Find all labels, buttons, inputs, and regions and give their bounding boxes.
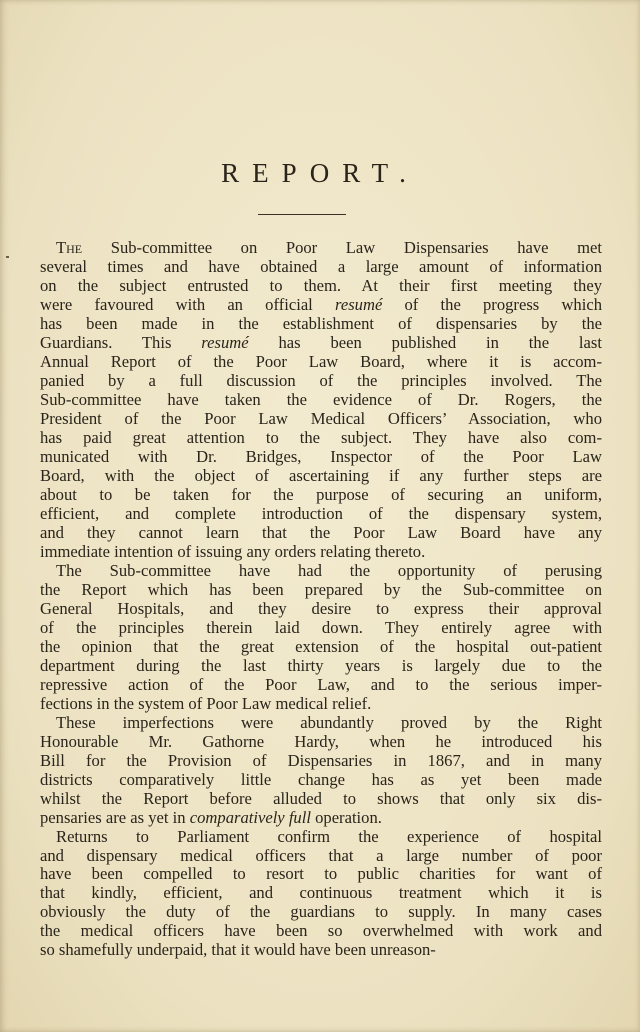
title-rule — [258, 214, 346, 215]
text-line: the medical officers have been so overwhelmed with work and — [40, 921, 602, 941]
text-line: several times and have obtained a large amount of information — [40, 256, 602, 276]
text-line: General Hospitals, and they desire to express their approval — [40, 598, 602, 618]
text-line: Honourable Mr. Gathorne Hardy, when he introduced his — [40, 731, 602, 751]
text-line: the opinion that the great extension of the hospital out-patient — [40, 636, 602, 656]
text-line: department during the last thirty years is largely due to the — [40, 655, 602, 675]
lead-word: The — [56, 238, 83, 257]
margin-mark — [6, 256, 9, 258]
text-line: on the subject entrusted to them. At their first meeting they — [40, 275, 602, 295]
text-line: whilst the Report before alluded to shows that only six dis- — [40, 788, 602, 808]
text-line — [40, 295, 602, 314]
report-body — [40, 238, 602, 959]
text-line: These imperfections were abundantly proved by the Right — [56, 712, 602, 732]
text-line: have been compelled to resort to public charities for want of — [40, 864, 602, 884]
text-line: has been made in the establishment of dispensaries by the — [40, 313, 602, 333]
text-line — [40, 808, 602, 827]
text-line: repressive action of the Poor Law, and to the serious imper- — [40, 674, 602, 694]
line-text: Sub-committee on Poor Law Dispensaries have met — [82, 238, 602, 257]
text-line: panied by a full discussion of the principles involved. The — [40, 370, 602, 390]
text-line: and dispensary medical officers that a large number of poor — [40, 845, 602, 865]
italic-text: resumé — [201, 332, 249, 352]
text-line — [40, 333, 602, 352]
text-line: President of the Poor Law Medical Officers’ Association, who — [40, 408, 602, 428]
line-text: were favoured with an official — [40, 294, 335, 314]
text-line: and they cannot learn that the Poor Law Board have any — [40, 522, 602, 542]
text-line: districts comparatively little change has as yet been made — [40, 769, 602, 789]
italic-text: comparatively full — [189, 807, 311, 827]
text-line: Board, with the object of ascertaining if any further steps are — [40, 465, 602, 485]
paragraph — [40, 713, 602, 827]
paragraph — [40, 238, 602, 561]
text-line: about to be taken for the purpose of securing an uniform, — [40, 484, 602, 504]
text-line: fections in the system of Poor Law medical relief. — [40, 693, 372, 713]
line-text: of the progress which — [382, 294, 602, 314]
text-line: municated with Dr. Bridges, Inspector of the Poor Law — [40, 446, 602, 466]
paragraph — [40, 561, 602, 713]
text-line: Sub-committee have taken the evidence of Dr. Rogers, the — [40, 389, 602, 409]
text-line: Bill for the Provision of Dispensaries in 1867, and in many — [40, 750, 602, 770]
line-text: Guardians. This — [40, 332, 202, 352]
line-text: has been published in the last — [248, 332, 602, 352]
text-line: Returns to Parliament confirm the experience of hospital — [56, 826, 602, 846]
text-line: Annual Report of the Poor Law Board, where it is accom- — [40, 351, 602, 371]
text-line: obviously the duty of the guardians to supply. In many cases — [40, 902, 602, 922]
text-line: that kindly, efficient, and continuous treatment which it is — [40, 883, 602, 903]
text-line: has paid great attention to the subject. They have also com- — [40, 427, 602, 447]
text-line: immediate intention of issuing any orders relating thereto. — [40, 541, 426, 561]
text-line — [40, 238, 602, 257]
text-line: the Report which has been prepared by the Sub-committee on — [40, 579, 602, 599]
line-text: operation. — [310, 807, 382, 827]
text-line: efficient, and complete introduction of the dispensary system, — [40, 503, 602, 523]
paragraph — [40, 827, 602, 960]
page-title: REPORT. — [221, 158, 419, 188]
text-line: The Sub-committee have had the opportunity of perusing — [56, 560, 602, 580]
line-text: pensaries are as yet in — [40, 807, 190, 827]
text-line: so shamefully underpaid, that it would have been unreason- — [40, 940, 436, 960]
text-line: of the principles therein laid down. They entirely agree with — [40, 617, 602, 637]
italic-text: resumé — [335, 294, 383, 314]
